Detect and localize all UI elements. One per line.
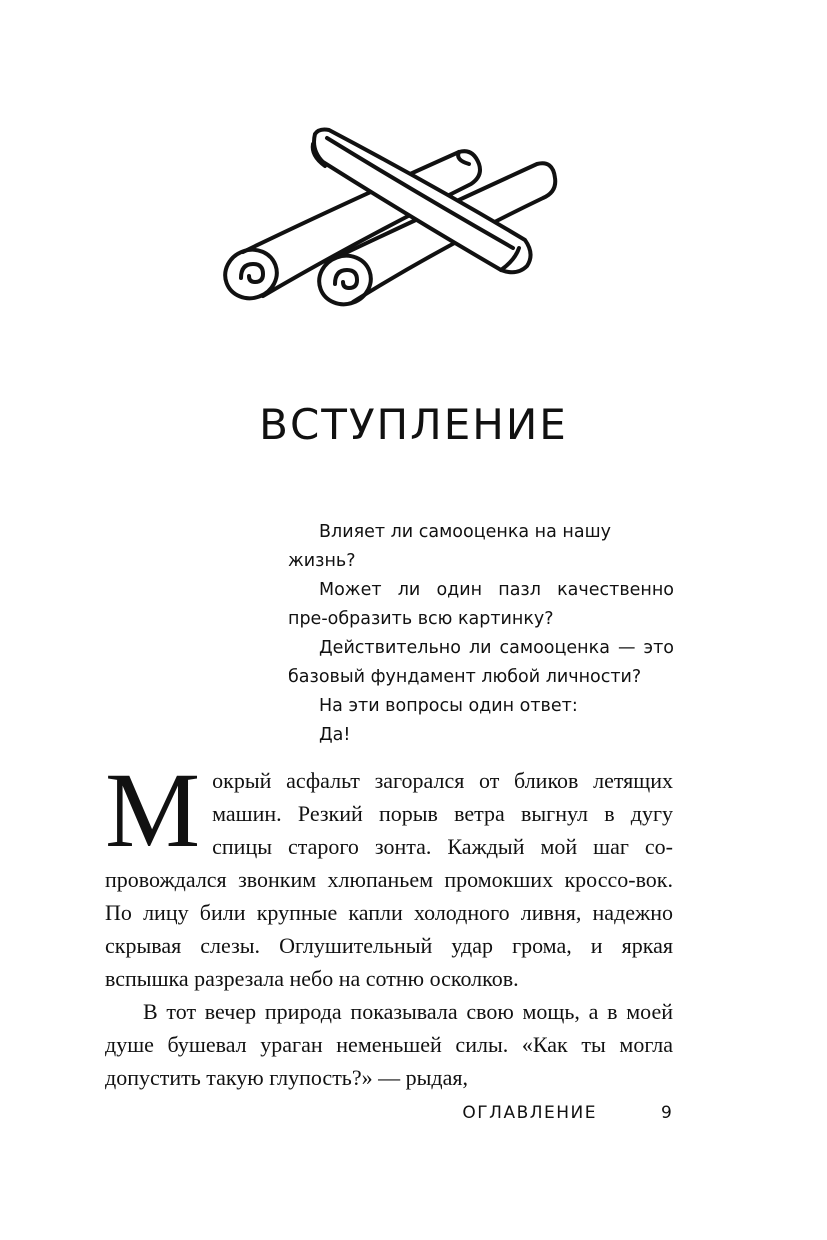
page-footer — [0, 1103, 827, 1133]
epigraph-line: Да! — [319, 725, 351, 745]
body-paragraph — [105, 752, 673, 995]
epigraph-line: Может ли один пазл качественно пре-образить всю картинку? — [288, 580, 674, 629]
paragraph-text: окрый асфальт загорался от бликов летящих машин. Резкий порыв ветра выгнул в дугу спицы старого зонта. Каждый мой шаг со-провождался звонким хлюпаньем промокших кроссо-вок. По лицу били крупные капли холодного ливня, надежно скрывая слезы. Оглушительный удар грома, и яркая вспышка разрезала небо на сотню осколков. — [105, 768, 673, 991]
chapter-title: ВСТУПЛЕНИЕ — [259, 400, 568, 449]
epigraph — [288, 518, 674, 750]
epigraph-line: На эти вопросы один ответ: — [319, 696, 578, 716]
running-title: ОГЛАВЛЕНИЕ — [462, 1103, 597, 1123]
page-number: 9 — [661, 1103, 672, 1123]
body-paragraph: В тот вечер природа показывала свою мощь, а в моей душе бушевал ураган неменьшей силы. «Как ты могла допустить такую глупость?» — рыдая, — [105, 999, 673, 1090]
body-text — [105, 752, 673, 1094]
epigraph-line: Действительно ли самооценка — это базовый фундамент любой личности? — [288, 638, 674, 687]
drop-cap: М — [105, 752, 201, 870]
cinnamon-sticks-icon — [215, 120, 575, 320]
epigraph-line: Влияет ли самооценка на нашу жизнь? — [288, 522, 611, 571]
